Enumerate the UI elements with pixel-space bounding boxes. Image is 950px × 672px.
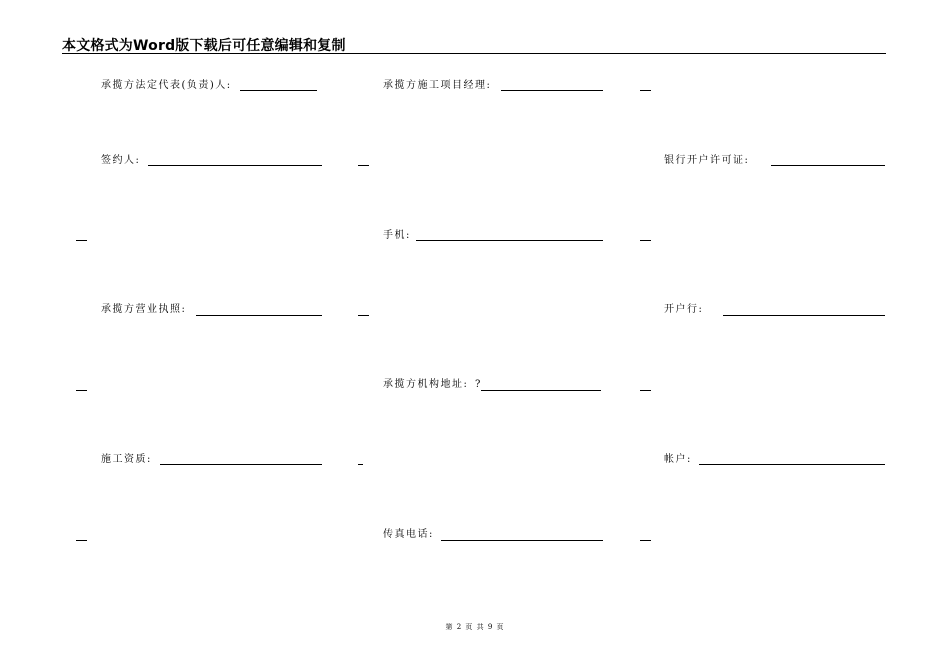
bank-label: 开户行: bbox=[664, 304, 704, 315]
address-label: 承揽方机构地址: bbox=[383, 379, 469, 390]
page-header-title: 本文格式为Word版下载后可任意编辑和复制 bbox=[62, 38, 346, 54]
blank-dash bbox=[76, 240, 87, 241]
business-license-label: 承揽方营业执照: bbox=[101, 304, 187, 315]
contractor-pm-label: 承揽方施工项目经理: bbox=[383, 80, 492, 91]
address-marker: ? bbox=[475, 379, 481, 390]
bank-permit-blank[interactable] bbox=[771, 165, 885, 166]
blank-dash bbox=[358, 165, 369, 166]
blank-dash bbox=[640, 240, 651, 241]
contractor-legal-rep-blank[interactable] bbox=[240, 90, 317, 91]
account-label: 帐户: bbox=[664, 454, 692, 465]
bank-blank[interactable] bbox=[723, 315, 885, 316]
blank-dash bbox=[76, 540, 87, 541]
fax-blank[interactable] bbox=[441, 540, 603, 541]
bank-permit-label: 银行开户许可证: bbox=[664, 155, 750, 166]
mobile-blank[interactable] bbox=[416, 240, 603, 241]
qualification-label: 施工资质: bbox=[101, 454, 152, 465]
address-blank[interactable] bbox=[481, 390, 601, 391]
signer-label: 签约人: bbox=[101, 155, 141, 166]
business-license-blank[interactable] bbox=[196, 315, 322, 316]
blank-dash bbox=[76, 390, 87, 391]
contractor-pm-blank[interactable] bbox=[501, 90, 603, 91]
header-divider bbox=[62, 53, 886, 54]
mobile-label: 手机: bbox=[383, 230, 411, 241]
qualification-blank[interactable] bbox=[160, 464, 322, 465]
blank-dash bbox=[640, 90, 651, 91]
blank-dash bbox=[640, 540, 651, 541]
page-number: 第 2 页 共 9 页 bbox=[445, 623, 505, 631]
blank-dash bbox=[358, 315, 369, 316]
blank-dash bbox=[358, 464, 363, 465]
fax-label: 传真电话: bbox=[383, 529, 434, 540]
account-blank[interactable] bbox=[699, 464, 885, 465]
blank-dash bbox=[640, 390, 651, 391]
signer-blank[interactable] bbox=[148, 165, 322, 166]
contractor-legal-rep-label: 承揽方法定代表(负责)人: bbox=[101, 80, 232, 91]
